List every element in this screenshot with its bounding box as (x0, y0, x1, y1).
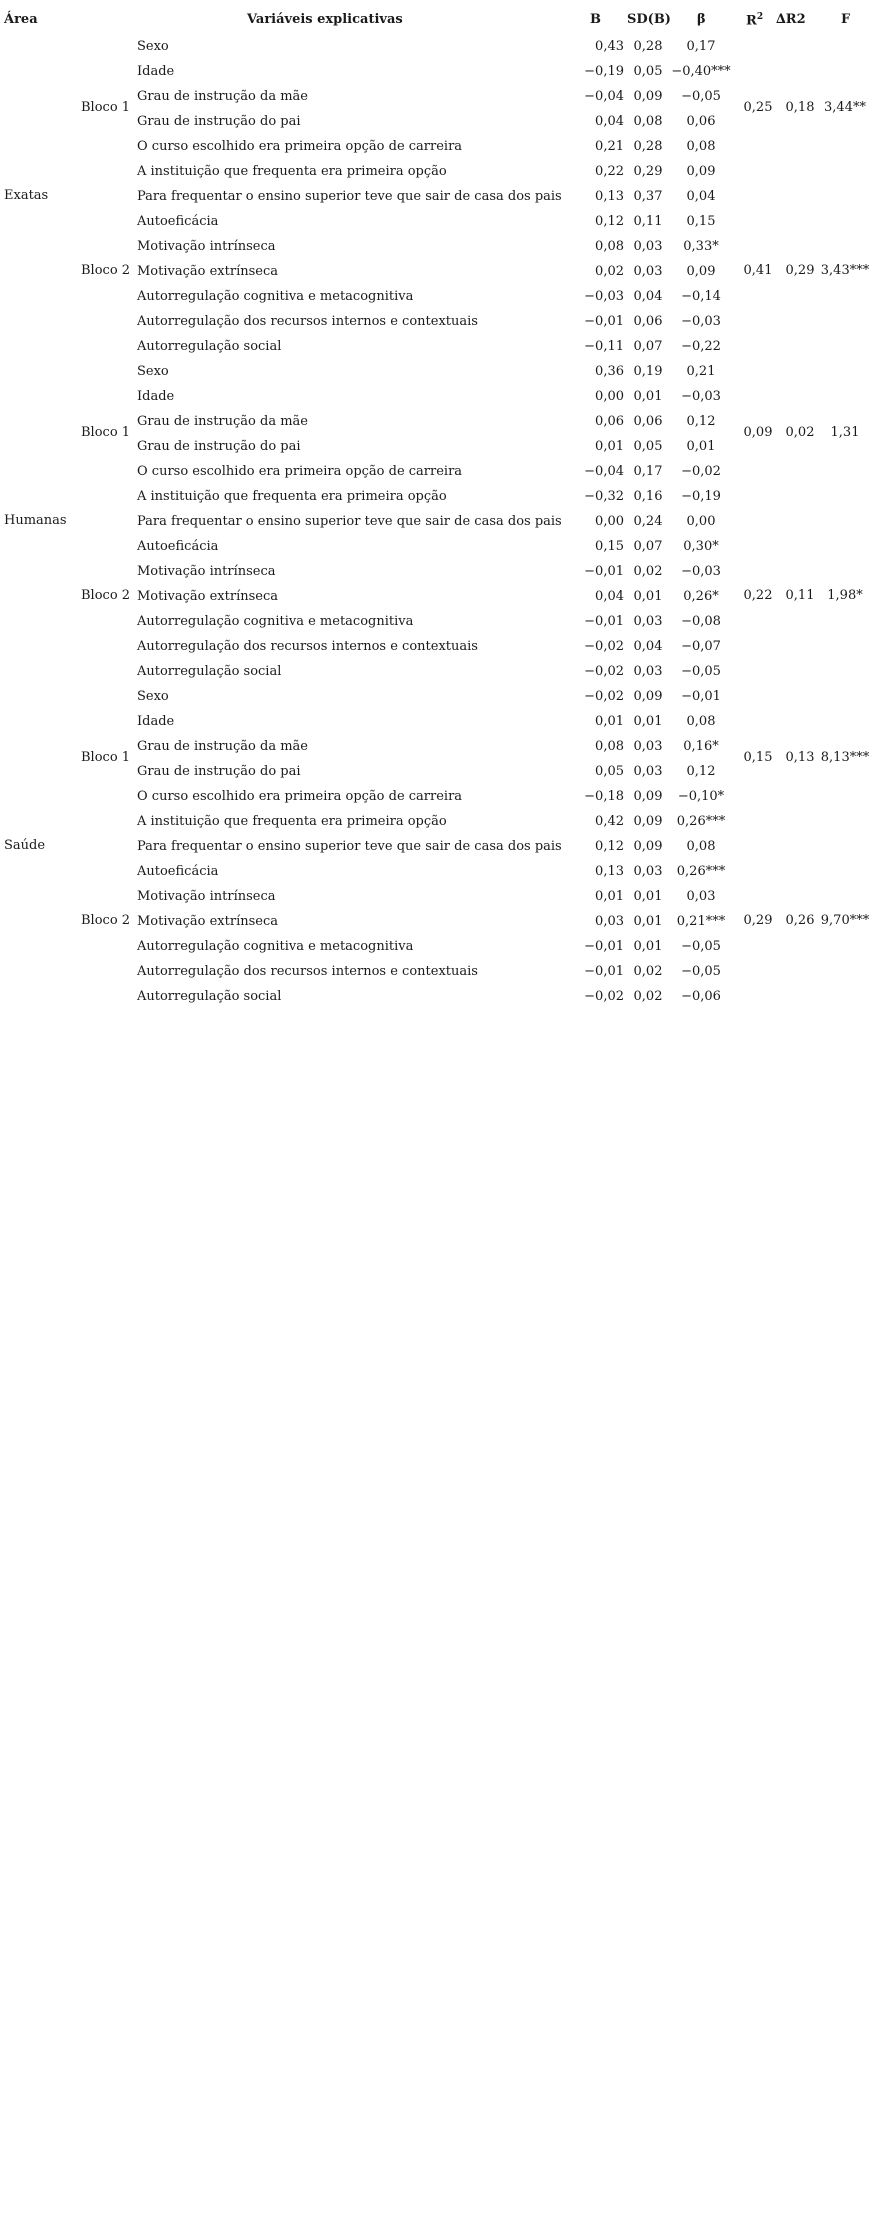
header-r2-sup: 2 (756, 12, 764, 22)
b-cell: 0,04 (595, 114, 624, 129)
variable-cell: Idade (137, 64, 175, 79)
sd-cell: 0,05 (633, 439, 663, 454)
beta-cell: −0,05 (681, 939, 721, 954)
sd-cell: 0,03 (633, 864, 663, 879)
area-group (4, 360, 872, 685)
f-value: 8,13*** (820, 750, 870, 765)
b-cell: 0,08 (595, 739, 624, 754)
variable-cell: Idade (137, 714, 175, 729)
b-cell: −0,18 (584, 789, 624, 804)
sd-cell: 0,01 (633, 589, 663, 604)
area-group (4, 685, 872, 1010)
area-group (4, 35, 872, 360)
b-cell: 0,08 (595, 239, 624, 254)
beta-cell: 0,09 (686, 264, 716, 279)
delta-r2-value: 0,29 (785, 263, 815, 278)
b-cell: 0,00 (595, 514, 624, 529)
sd-cell: 0,02 (633, 964, 663, 979)
block-label: Bloco 2 (81, 263, 131, 278)
beta-cell: 0,01 (686, 439, 716, 454)
table-row (4, 360, 872, 385)
beta-cell: 0,26*** (676, 814, 726, 829)
sd-cell: 0,02 (633, 564, 663, 579)
beta-cell: −0,05 (681, 664, 721, 679)
table-row (4, 685, 872, 710)
sd-cell: 0,17 (633, 464, 663, 479)
b-cell: −0,02 (584, 989, 624, 1004)
b-cell: −0,01 (584, 564, 624, 579)
beta-cell: 0,03 (686, 889, 716, 904)
sd-cell: 0,09 (633, 689, 663, 704)
b-cell: 0,42 (595, 814, 624, 829)
f-value: 9,70*** (820, 913, 870, 928)
variable-cell: Autorregulação cognitiva e metacognitiva (137, 614, 414, 629)
beta-cell: 0,08 (686, 839, 716, 854)
header-sd: SD(B) (627, 12, 671, 27)
beta-cell: −0,40*** (671, 64, 731, 79)
beta-cell: −0,10* (677, 789, 725, 804)
variable-cell: O curso escolhido era primeira opção de carreira (137, 464, 463, 479)
beta-cell: 0,15 (686, 214, 716, 229)
variable-cell: Autorregulação dos recursos internos e contextuais (137, 314, 478, 329)
variable-cell: Autorregulação social (137, 989, 282, 1004)
header-variables: Variáveis explicativas (247, 12, 403, 27)
b-cell: −0,03 (584, 289, 624, 304)
b-cell: 0,22 (595, 164, 624, 179)
variable-cell: Motivação extrínseca (137, 914, 278, 929)
sd-cell: 0,03 (633, 739, 663, 754)
table-row (4, 560, 872, 585)
table-row (4, 485, 872, 510)
beta-cell: 0,00 (686, 514, 716, 529)
table-row (4, 335, 872, 360)
f-value: 1,31 (830, 425, 860, 440)
variable-cell: Para frequentar o ensino superior teve que sair de casa dos pais (137, 839, 562, 854)
block-label: Bloco 2 (81, 588, 131, 603)
b-cell: −0,11 (584, 339, 624, 354)
b-cell: 0,06 (595, 414, 624, 429)
f-value: 3,43*** (820, 263, 870, 278)
variable-cell: Grau de instrução do pai (137, 764, 301, 779)
variable-cell: Grau de instrução do pai (137, 439, 301, 454)
table-row (4, 285, 872, 310)
sd-cell: 0,01 (633, 714, 663, 729)
sd-cell: 0,09 (633, 89, 663, 104)
block-group (4, 35, 872, 185)
variable-cell: Motivação extrínseca (137, 264, 278, 279)
sd-cell: 0,01 (633, 914, 663, 929)
variable-cell: Autorregulação dos recursos internos e contextuais (137, 639, 478, 654)
block-label: Bloco 1 (81, 750, 131, 765)
r2-value: 0,15 (743, 750, 773, 765)
r2-value: 0,29 (743, 913, 773, 928)
delta-r2-value: 0,02 (785, 425, 815, 440)
b-cell: 0,03 (595, 914, 624, 929)
beta-cell: 0,16* (683, 739, 719, 754)
variable-cell: Grau de instrução da mãe (137, 739, 308, 754)
variable-cell: Autoeficácia (137, 539, 219, 554)
beta-cell: 0,12 (686, 764, 716, 779)
block-group (4, 835, 872, 1010)
beta-cell: 0,21*** (676, 914, 726, 929)
sd-cell: 0,03 (633, 764, 663, 779)
variable-cell: Sexo (137, 689, 169, 704)
variable-cell: A instituição que frequenta era primeira opção (137, 164, 447, 179)
variable-cell: O curso escolhido era primeira opção de carreira (137, 789, 463, 804)
table-row (4, 985, 872, 1010)
variable-cell: Autorregulação cognitiva e metacognitiva (137, 939, 414, 954)
variable-cell: Motivação extrínseca (137, 589, 278, 604)
header-delta-r2: ∆R2 (776, 12, 806, 27)
b-cell: 0,13 (595, 189, 624, 204)
variable-cell: Grau de instrução da mãe (137, 414, 308, 429)
sd-cell: 0,09 (633, 814, 663, 829)
table-row (4, 610, 872, 635)
header-r2 (746, 12, 763, 28)
header-r2-base: R (746, 13, 757, 29)
b-cell: 0,36 (595, 364, 624, 379)
header-area: Área (4, 12, 38, 27)
beta-cell: −0,03 (681, 564, 721, 579)
table-row (4, 185, 872, 210)
sd-cell: 0,04 (633, 289, 663, 304)
header-beta: β (697, 12, 706, 27)
table-row (4, 885, 872, 910)
r2-value: 0,09 (743, 425, 773, 440)
b-cell: 0,43 (595, 39, 624, 54)
table-row (4, 810, 872, 835)
table-row (4, 135, 872, 160)
sd-cell: 0,02 (633, 989, 663, 1004)
sd-cell: 0,29 (633, 164, 663, 179)
table-row (4, 660, 872, 685)
table-row (4, 935, 872, 960)
block-group (4, 685, 872, 835)
b-cell: −0,02 (584, 664, 624, 679)
sd-cell: 0,04 (633, 639, 663, 654)
beta-cell: 0,08 (686, 714, 716, 729)
beta-cell: 0,30* (683, 539, 719, 554)
beta-cell: 0,26*** (676, 864, 726, 879)
sd-cell: 0,16 (633, 489, 663, 504)
beta-cell: −0,14 (681, 289, 721, 304)
table-row (4, 35, 872, 60)
beta-cell: −0,08 (681, 614, 721, 629)
sd-cell: 0,08 (633, 114, 663, 129)
beta-cell: −0,19 (681, 489, 721, 504)
delta-r2-value: 0,11 (785, 588, 815, 603)
b-cell: −0,32 (584, 489, 624, 504)
beta-cell: −0,03 (681, 314, 721, 329)
b-cell: 0,12 (595, 839, 624, 854)
variable-cell: Autorregulação social (137, 664, 282, 679)
table-row (4, 710, 872, 735)
sd-cell: 0,09 (633, 789, 663, 804)
b-cell: 0,05 (595, 764, 624, 779)
variable-cell: Autorregulação dos recursos internos e contextuais (137, 964, 478, 979)
beta-cell: −0,02 (681, 464, 721, 479)
table-row (4, 510, 872, 535)
variable-cell: Motivação intrínseca (137, 239, 276, 254)
beta-cell: 0,33* (683, 239, 719, 254)
sd-cell: 0,03 (633, 664, 663, 679)
sd-cell: 0,03 (633, 614, 663, 629)
variable-cell: Sexo (137, 364, 169, 379)
sd-cell: 0,28 (633, 139, 663, 154)
sd-cell: 0,03 (633, 264, 663, 279)
beta-cell: 0,21 (686, 364, 716, 379)
variable-cell: Grau de instrução do pai (137, 114, 301, 129)
table-row (4, 960, 872, 985)
beta-cell: 0,09 (686, 164, 716, 179)
table-row (4, 235, 872, 260)
sd-cell: 0,19 (633, 364, 663, 379)
variable-cell: O curso escolhido era primeira opção de carreira (137, 139, 463, 154)
b-cell: 0,21 (595, 139, 624, 154)
beta-cell: −0,07 (681, 639, 721, 654)
table-row (4, 210, 872, 235)
table-row (4, 635, 872, 660)
variable-cell: Idade (137, 389, 175, 404)
beta-cell: 0,12 (686, 414, 716, 429)
delta-r2-value: 0,26 (785, 913, 815, 928)
b-cell: −0,02 (584, 689, 624, 704)
variable-cell: Grau de instrução da mãe (137, 89, 308, 104)
b-cell: 0,01 (595, 439, 624, 454)
table-header (4, 8, 872, 35)
beta-cell: 0,06 (686, 114, 716, 129)
variable-cell: Autorregulação cognitiva e metacognitiva (137, 289, 414, 304)
f-value: 1,98* (827, 588, 863, 603)
sd-cell: 0,07 (633, 339, 663, 354)
beta-cell: −0,01 (681, 689, 721, 704)
b-cell: −0,04 (584, 89, 624, 104)
table-row (4, 785, 872, 810)
variable-cell: Motivação intrínseca (137, 889, 276, 904)
variable-cell: Autorregulação social (137, 339, 282, 354)
beta-cell: −0,06 (681, 989, 721, 1004)
area-label: Exatas (4, 188, 49, 203)
block-label: Bloco 2 (81, 913, 131, 928)
b-cell: 0,12 (595, 214, 624, 229)
table-row (4, 60, 872, 85)
sd-cell: 0,37 (633, 189, 663, 204)
b-cell: −0,02 (584, 639, 624, 654)
beta-cell: −0,05 (681, 964, 721, 979)
delta-r2-value: 0,13 (785, 750, 815, 765)
block-label: Bloco 1 (81, 100, 131, 115)
sd-cell: 0,24 (633, 514, 663, 529)
sd-cell: 0,01 (633, 939, 663, 954)
variable-cell: Autoeficácia (137, 864, 219, 879)
area-label: Saúde (4, 838, 46, 853)
table-row (4, 385, 872, 410)
delta-r2-value: 0,18 (785, 100, 815, 115)
r2-value: 0,25 (743, 100, 773, 115)
block-group (4, 185, 872, 360)
b-cell: 0,04 (595, 589, 624, 604)
variable-cell: Motivação intrínseca (137, 564, 276, 579)
sd-cell: 0,06 (633, 314, 663, 329)
b-cell: 0,13 (595, 864, 624, 879)
beta-cell: −0,22 (681, 339, 721, 354)
b-cell: −0,19 (584, 64, 624, 79)
table-body (4, 35, 872, 1010)
variable-cell: Sexo (137, 39, 169, 54)
table-row (4, 310, 872, 335)
variable-cell: A instituição que frequenta era primeira opção (137, 814, 447, 829)
r2-value: 0,22 (743, 588, 773, 603)
table-row (4, 535, 872, 560)
variable-cell: A instituição que frequenta era primeira opção (137, 489, 447, 504)
r2-value: 0,41 (743, 263, 773, 278)
variable-cell: Para frequentar o ensino superior teve que sair de casa dos pais (137, 189, 562, 204)
table-row (4, 160, 872, 185)
variable-cell: Autoeficácia (137, 214, 219, 229)
b-cell: −0,04 (584, 464, 624, 479)
sd-cell: 0,09 (633, 839, 663, 854)
b-cell: 0,00 (595, 389, 624, 404)
beta-cell: 0,08 (686, 139, 716, 154)
header-f: F (841, 12, 851, 27)
b-cell: 0,02 (595, 264, 624, 279)
sd-cell: 0,07 (633, 539, 663, 554)
b-cell: −0,01 (584, 939, 624, 954)
b-cell: 0,01 (595, 889, 624, 904)
b-cell: −0,01 (584, 314, 624, 329)
f-value: 3,44** (824, 100, 866, 115)
beta-cell: 0,04 (686, 189, 716, 204)
sd-cell: 0,03 (633, 239, 663, 254)
area-label: Humanas (4, 513, 67, 528)
block-group (4, 360, 872, 510)
header-b: B (590, 12, 601, 27)
table-row (4, 835, 872, 860)
sd-cell: 0,01 (633, 389, 663, 404)
block-label: Bloco 1 (81, 425, 131, 440)
beta-cell: 0,17 (686, 39, 716, 54)
sd-cell: 0,05 (633, 64, 663, 79)
regression-table (4, 8, 872, 1010)
beta-cell: −0,03 (681, 389, 721, 404)
sd-cell: 0,06 (633, 414, 663, 429)
sd-cell: 0,11 (633, 214, 663, 229)
table-row (4, 860, 872, 885)
sd-cell: 0,01 (633, 889, 663, 904)
b-cell: −0,01 (584, 614, 624, 629)
variable-cell: Para frequentar o ensino superior teve que sair de casa dos pais (137, 514, 562, 529)
block-group (4, 510, 872, 685)
b-cell: 0,01 (595, 714, 624, 729)
b-cell: −0,01 (584, 964, 624, 979)
beta-cell: 0,26* (683, 589, 719, 604)
table-row (4, 460, 872, 485)
b-cell: 0,15 (595, 539, 624, 554)
beta-cell: −0,05 (681, 89, 721, 104)
sd-cell: 0,28 (633, 39, 663, 54)
